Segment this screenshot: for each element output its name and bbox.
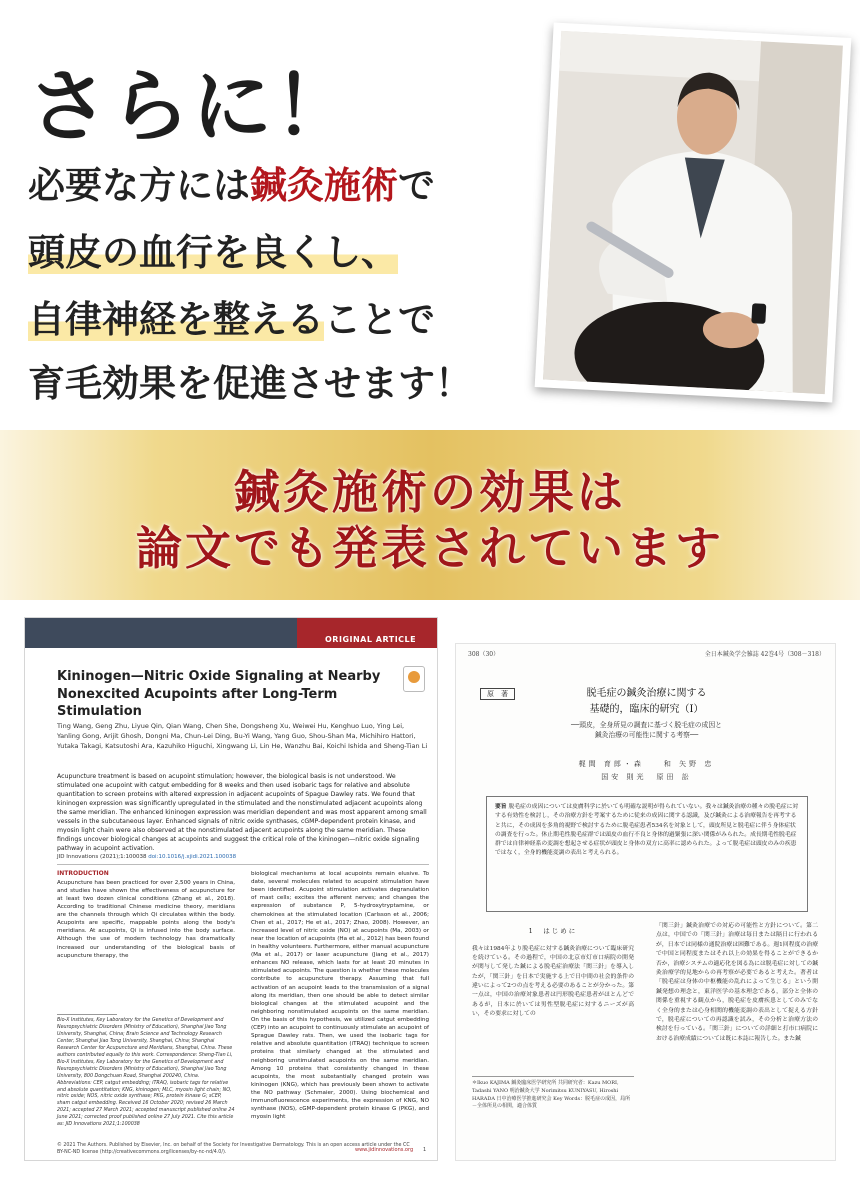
page-number: 1 [423, 1147, 427, 1153]
banner-line-1: 鍼灸施術の効果は [234, 465, 626, 519]
introduction-heading: INTRODUCTION [57, 870, 109, 877]
jp-abstract-label: 要旨 [495, 804, 507, 810]
jp-column-2: 「関三針」鍼灸治療での対応の可能性と方針について。第二点は，中国での「関三針」治療は毎日または隔日に行われるが，日本では同様の通院治療は困難である。週1回程度の治療で中国と同程度またはそれ以上の効果を得ることができるか否か，治療システムの適応化を図る為には脱毛症に対しての鍼灸治療学的見地からの再考察が必要であると考えた。著者は「脱毛症は身体の中枢機能の乱れによって生じる」という開鍼発想の理念と，東洋医学の基本理念である，部分と全体の関係を重視する観点から，脱毛症を皮膚疾患としてのみでなく全身的または心身相関的機能変調の表出として捉える方針で，脱毛症についての再認識を試み，その分析と治療方法の検討を行っている。「関三針」についての詳細と打市口病院における治療成績については既に本誌に報告した。また鍼 [656, 923, 818, 1042]
jp-section-heading: 1 はじめに [528, 927, 578, 935]
jp-footnote-divider [472, 1076, 634, 1077]
message-line-3-post: ことで [324, 298, 435, 341]
message-line-1-pre: 必要な方には [28, 164, 250, 207]
paper-authors: Ting Wang, Geng Zhu, Liyue Qin, Qian Wang, Chen She, Dongsheng Xu, Weiwei Hu, Kenghuo Luo, Ying Lei, Yanling Gong, Arijit Ghosh, Dongni Ma, Chun-Lei Ding, Bu-Yi Wang, Yang Guo, Shou-Shan Ma, Michihiro Hattori, Yutaka Takagi, Katsutoshi Ara, Kazuhiko Higuchi, Xingwang Li, Lin He, Wanzhu Bai, Koichi Ishida and Sheng-Tian Li [57, 722, 428, 750]
jp-journal-name: 全日本鍼灸学会雑誌 42巻4号（308－318） [704, 651, 825, 658]
japanese-paper [455, 643, 836, 1161]
paper-column-1 [57, 870, 235, 960]
banner-line-2: 論文でも発表されています [136, 521, 724, 575]
paper-footnote: Bio-X Institutes, Key Laboratory for the Genetics of Development and Neuropsychiatric Disorders (Ministry of Education), Shanghai Jiao Tong University, Shanghai, China; Brain Science and Technology Research Center, Shanghai Jiao Tong University, Shanghai, China; Shanghai Research Center for Acupuncture and Meridians, Shanghai, China. These authors contributed equally to this work. Correspondence: Sheng-Tian Li, Bio-X Institutes, Key Laboratory for the Genetics of Development and Neuropsychiatric Disorders (Ministry of Education), Shanghai Jiao Tong University, 800 Dongchuan Road, Shanghai 200240, China. Abbreviations: CEP, catgut embedding; iTRAQ, isobaric tags for relative and absolute quantitation; KNG, kininogen; MLC, myosin light chain; NO, nitric oxide; NOS, nitric oxide synthase; PKG, protein kinase G; sCEP, sham catgut embedding. Received 16 October 2020; revised 26 March 2021; accepted 27 March 2021; accepted manuscript published online 24 June 2021; corrected proof published online 27 July 2021. Cite this article as: JID Innovations 2021;1:100038 [57, 1018, 235, 1128]
headline: さらに！ [28, 60, 356, 153]
paper-column-2: biological mechanisms at local acupoints remain elusive. To date, several molecules related to acupoint stimulation have been identified. Acupoint stimulation activates degranulation of mast cells; excites the afferent nerves; and changes the expression of substance P, 5-hydroxytryptamine, or chemokines at the stimulated location (Carlsson et al., 2006; Chen et al., 2017; He et al., 2017; Zhao, 2008). However, an increased level of nitric oxide (NO) at acupoints (Ma, 2003) or near the location of acupoints (Ha et al., 2012) has been found in healthy volunteers. Furthermore, either manual acupuncture (Ma et al., 2017) or laser acupuncture (Jiang et al., 2017) enhances NO release, which lasts for at least 20 minutes in stimulated acupoints. The question is whether these molecules contribute to acupuncture therapy. Assuming that full activation of an acupoint leads to the transmission of a signal along its meridian, then one should be able to detect similar biological changes at the stimulated acupoint and the neighboring nonstimulated acupoints on the same meridian. On the basis of this hypothesis, we utilized catgut embedding (CEP) into an acupoint to continuously stimulate an acupoint of Sprague Dawley rats. Then, we used the isobaric tags for relative and absolute quantitation (iTRAQ) technique to screen proteins that similarly changed at the stimulated and neighboring unstimulated acupoints on the same meridian. Among 10 proteins that consistently changed in these acupoints, the most substantially changed protein was kininogen (KNG), which has previously been shown to activate the NO pathway (Schmaier, 2000). Using biochemical and immunofluorescence experiments, the expression of KNG, NO synthase (NOS), cGMP-dependent protein kinase G (PKG), and myosin light [251, 871, 429, 1121]
doctor-treating-scalp-image [543, 31, 843, 394]
paper-column-1-text: Acupuncture has been practiced for over 2,500 years in China, and studies have shown the effectiveness of acupuncture for at least two dozen clinical conditions (Zhang et al., 2018). According to traditional Chinese medicine theory, meridians are the channels through which Qi circulates within the body. Acupoints are specific, mappable points along the body's meridians. At acupoints, Qi is infused into the body surface. Although the use of modern technology has dramatically increased our understanding of the biological basis of acupuncture therapy, the [57, 879, 235, 959]
jp-column-1 [472, 922, 634, 1020]
message-line-1 [28, 155, 435, 209]
jp-subtitle [456, 720, 836, 740]
jp-title [456, 686, 836, 718]
jp-abstract-text: 脱毛症の成因については皮膚科学に於いても明確な説明が得られていない。我々は鍼灸治療の種々の脱毛症に対する有効性を検討し，その治療方針を考案するために従来の成因に関する認識，及び鍼灸による治療報告を再考すると共に，その成因を多角的視野で検討するために脱毛症患者534名を対象として，頭皮所見と脱毛症に伴う身体症状の調査を行った。休止期毛性脱毛症群では頭皮の血行不良と身体的過緊張に深い関係がみられた。成長期毛性脱毛症群では自律神経系の変調を想起させる症状が頭皮と身体の双方に高率に認められた。よって脱毛症は頭皮のみの疾患ではなく，全身的機能変調の表出と考えられる。 [495, 804, 799, 857]
jp-authors-line-1: 梶間 育郎・森 和 矢野 忠 [578, 760, 715, 768]
acupuncture-emphasis: 鍼灸施術 [250, 164, 398, 207]
footnote-divider [57, 1014, 117, 1015]
jp-subtitle-line-2: 鍼灸治療の可能性に関する考察── [594, 731, 699, 740]
paper-header-bar [25, 618, 297, 648]
jp-title-line-2: 基礎的，臨床的研究（Ⅰ） [589, 704, 704, 715]
message-line-1-post: で [398, 164, 435, 207]
jp-footnote: ＊Ikuo KAJIMA 鍼灸臨床医学研究所 共同研究者：Kazu MORI, Tadashi YANO 明治鍼灸大学 Norimitsu KUNIYASU, Hiroshi HARADA 日中治療医学推進研究会 Key Words：脱毛症の成因，局所－全体所見の相関，適合体質 [472, 1080, 631, 1110]
jp-authors-line-2: 国安 則光 原田 訟 [601, 772, 692, 781]
message-line-3 [28, 289, 435, 343]
citation-doi: doi:10.1016/j.xjidi.2021.100038 [148, 854, 237, 860]
english-paper [24, 617, 438, 1161]
highlight-scalp-blood: 頭皮の血行を良くし、 [28, 231, 398, 274]
highlight-autonomic: 自律神経を整える [28, 298, 324, 341]
jp-page-header: 308（30） [468, 651, 500, 658]
check-for-updates-icon [403, 666, 425, 692]
article-type-label: ORIGINAL ARTICLE [325, 635, 417, 644]
jp-column-1-text: 我々は1984年より脱毛症に対する鍼灸治療について臨床研究を続けている。その過程で，中国の北京市灯市口病院の開発が関与して発した鍼による脱毛症治療法「関三針」を導入したが，「関三針」を日本で実施する上で日中間の社会的条件の違いによって2つの点を考える必要のあることが分かった。第一点は，中国の治療対象患者は円形脱毛症患者がほとんどであるが，日本に於いては男性型脱毛症に対するニーズが高い，その要求に対しての [472, 945, 634, 1018]
paper-copyright: © 2021 The Authors. Published by Elsevier, Inc. on behalf of the Society for Investigative Dermatology. This is an open access article under the CC BY-NC-ND license (http://creativecommons.org/licenses/by-nc-nd/4.0/). [57, 1143, 410, 1155]
citation-journal: JID Innovations (2021);1:100038 [57, 854, 147, 860]
jp-authors [456, 758, 836, 783]
jp-subtitle-line-1: ──頭皮，全身所見の調査に基づく脱毛症の成因と [571, 721, 722, 729]
paper-citation [57, 854, 236, 860]
message-line-2 [28, 222, 398, 276]
paper-title: Kininogen—Nitric Oxide Signaling at Nearby Nonexcited Acupoints after Long-Term Stimulation [57, 669, 381, 720]
journal-url: www.jidinnovations.org [355, 1147, 414, 1153]
jp-abstract-box [486, 796, 808, 912]
jp-article-type: 原 著 [480, 688, 515, 700]
paper-abstract: Acupuncture treatment is based on acupoint stimulation; however, the biological basis is not understood. We stimulated one acupoint with catgut embedding for 8 weeks and then used isobaric tags for relative and absolute quantitation to screen proteins with altered expression in adjacent acupoints of Spague Dawley rats. We found that kininogen expression was significantly upregulated in the stimulated and the nonstimulated adjacent acupoints along the same meridian. The enhanced kininogen expression was meridian dependent and was most apparent among small vessels in the subcutaneous layer. Enhanced signals of nitric oxide synthases, cGMP-dependent protein kinase, and myosin light chain were also observed at the nonstimulated adjacent acupoints along the same meridian. These findings uncover biological changes at acupoints and suggest the critical role of the kininogen—nitric oxide signaling pathway in acupoint activation. [57, 773, 427, 852]
divider [57, 864, 429, 865]
doctor-photo [535, 22, 852, 402]
jp-title-line-1: 脱毛症の鍼灸治療に関する [586, 688, 707, 699]
message-line-4: 育毛効果を促進させます！ [28, 362, 472, 405]
